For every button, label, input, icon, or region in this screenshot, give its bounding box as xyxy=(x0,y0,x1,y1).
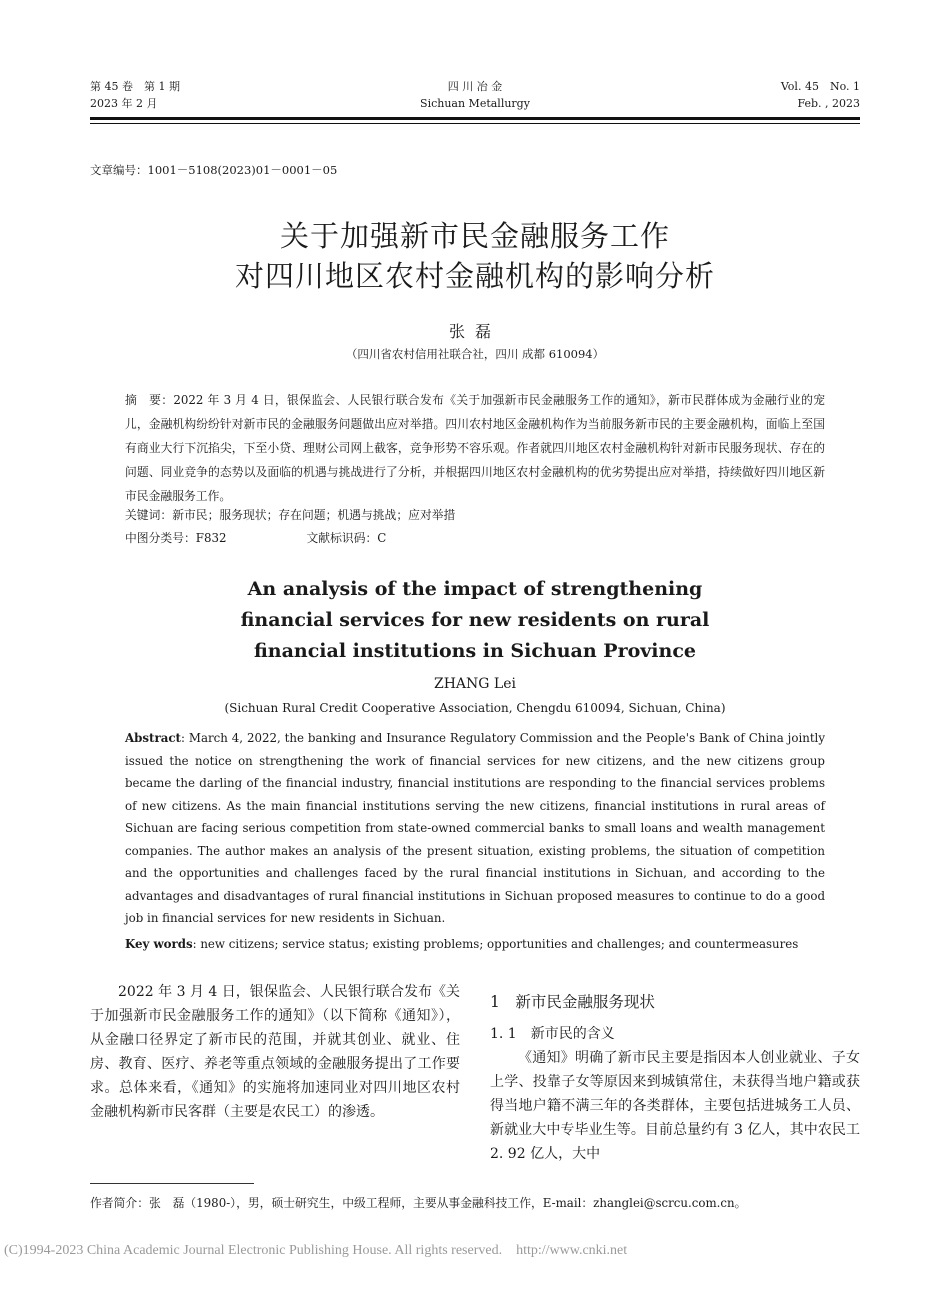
author-en: ZHANG Lei xyxy=(434,676,516,692)
section-1-1-heading: 1. 1 新市民的含义 xyxy=(490,1026,615,1042)
running-header xyxy=(90,78,860,118)
volume-issue: 第 45 卷 第 1 期 xyxy=(90,80,180,93)
article-number: 文章编号：1001－5108(2023)01－0001－05 xyxy=(90,163,338,177)
journal-name-cn: 四 川 冶 金 xyxy=(447,80,503,93)
header-rule-thick xyxy=(90,117,860,120)
title-cn xyxy=(0,216,950,296)
title-cn-line1: 关于加强新市民金融服务工作 xyxy=(279,219,670,253)
doc-code-value: C xyxy=(377,531,387,545)
journal-name xyxy=(90,78,860,112)
header-rule-thin xyxy=(90,123,860,124)
author-footnote: 作者简介：张 磊（1980-），男，硕士研究生，中级工程师，主要从事金融科技工作，E-mail：zhanglei@scrcu.com.cn。 xyxy=(90,1196,747,1210)
keywords-cn xyxy=(125,505,455,525)
section-1-heading: 1 新市民金融服务现状 xyxy=(490,993,655,1011)
clc-label: 中图分类号： xyxy=(125,531,196,545)
abstract-cn-text: 2022 年 3 月 4 日，银保监会、人民银行联合发布《关于加强新市民金融服务工作的通知》，新市民群体成为金融行业的宠儿，金融机构纷纷针对新市民的金融服务问题做出应对举措。四川农村地区金融机构作为当前服务新市民的主要金融机构，面临上至国有商业大行下沉掐尖，下至小贷、理财公司网上截客，竞争形势不容乐观。作者就四川地区农村金融机构针对新市民服务现状、存在的问题、同业竞争的态势以及面临的机遇与挑战进行了分析，并根据四川地区农村金融机构的优劣势提出应对举措，持续做好四川地区新市民金融服务工作。 xyxy=(125,393,825,503)
title-en-line2: financial services for new residents on rural xyxy=(240,609,710,631)
affiliation-en: (Sichuan Rural Credit Cooperative Association, Chengdu 610094, Sichuan, China) xyxy=(224,701,726,715)
keywords-en-label: Key words xyxy=(125,937,193,951)
keywords-en-text: : new citizens; service status; existing problems; opportunities and challenges; and countermeasures xyxy=(192,937,799,951)
title-cn-line2: 对四川地区农村金融机构的影响分析 xyxy=(234,259,715,293)
keywords-en xyxy=(125,934,798,954)
author-cn: 张磊 xyxy=(448,322,501,341)
title-en-line3: financial institutions in Sichuan Province xyxy=(253,640,696,662)
classification-cn xyxy=(125,528,386,548)
title-en-line1: An analysis of the impact of strengthening xyxy=(247,578,703,600)
abstract-en xyxy=(125,727,825,930)
body-left-column: 2022 年 3 月 4 日，银保监会、人民银行联合发布《关于加强新市民金融服务工作的通知》（以下简称《通知》），从金融口径界定了新市民的范围，并就其创业、就业、住房、教育、医疗、养老等重点领域的金融服务提出了工作要求。总体来看，《通知》的实施将加速同业对四川地区农村金融机构新市民客群（主要是农民工）的渗透。 xyxy=(90,984,460,1120)
keywords-cn-text: 新市民；服务现状；存在问题；机遇与挑战；应对举措 xyxy=(172,508,456,522)
volume-issue-en: Vol. 45 No. 1 xyxy=(780,80,860,93)
title-en xyxy=(0,574,950,667)
abstract-cn-label: 摘 要： xyxy=(125,393,174,407)
affiliation-cn: （四川省农村信用社联合社，四川 成都 610094） xyxy=(345,347,605,361)
copyright-watermark: (C)1994-2023 China Academic Journal Electronic Publishing House. All rights reserved. http://www.cnki.net xyxy=(4,1243,628,1258)
issue-date-en: Feb. , 2023 xyxy=(797,97,860,110)
doc-code-label: 文献标识码： xyxy=(306,531,378,545)
clc-value: F832 xyxy=(195,531,227,545)
footnote-rule xyxy=(90,1183,254,1184)
abstract-en-label: Abstract xyxy=(125,731,181,745)
body-right-column xyxy=(490,990,860,1166)
abstract-cn xyxy=(125,388,825,508)
abstract-en-text: : March 4, 2022, the banking and Insurance Regulatory Commission and the People's Bank of China jointly issued the notice on strengthening the work of financial services for new citizens, and the new citizens group became the darling of the financial industry, financial institutions are responding to the financial services problems of new citizens. As the main financial institutions serving the new citizens, financial institutions in rural areas of Sichuan are facing serious competition from state-owned commercial banks to small loans and wealth management companies. The author makes an analysis of the present situation, existing problems, the situation of competition and the opportunities and challenges faced by the rural financial institutions in Sichuan, and according to the advantages and disadvantages of rural financial institutions in Sichuan proposed measures to continue to do a good job in financial services for new residents in Sichuan. xyxy=(125,731,825,925)
journal-name-en: Sichuan Metallurgy xyxy=(420,97,530,110)
section-1-1-paragraph: 《通知》明确了新市民主要是指因本人创业就业、子女上学、投靠子女等原因来到城镇常住，未获得当地户籍或获得当地户籍不满三年的各类群体，主要包括进城务工人员、新就业大中专毕业生等。目前总量约有 3 亿人，其中农民工 2. 92 亿人，大中 xyxy=(490,1050,860,1162)
issue-info-en xyxy=(781,78,860,112)
issue-date: 2023 年 2 月 xyxy=(90,97,158,110)
keywords-cn-label: 关键词： xyxy=(125,508,173,522)
